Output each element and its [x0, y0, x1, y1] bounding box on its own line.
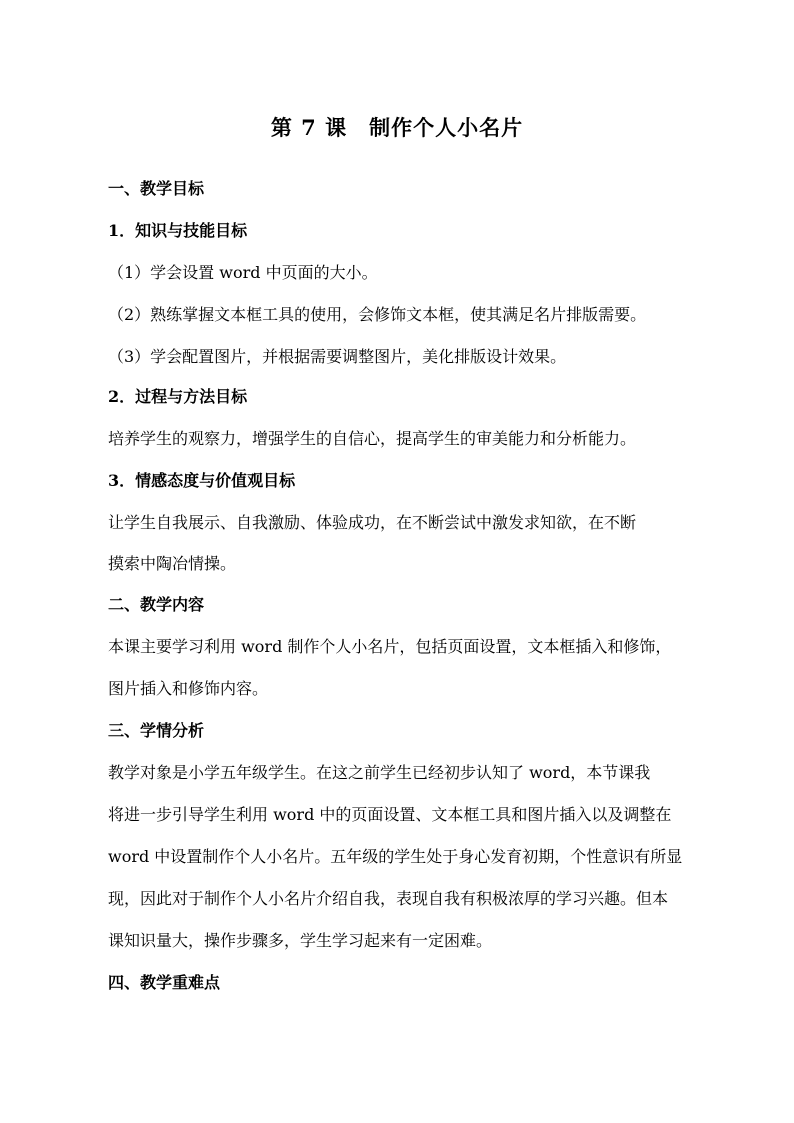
learner-analysis-line-4: 现，因此对于制作个人小名片介绍自我，表现自我有积极浓厚的学习兴趣。但本	[108, 889, 669, 908]
learner-analysis-line-2: 将进一步引导学生利用 word 中的页面设置、文本框工具和图片插入以及调整在	[108, 805, 672, 824]
section-heading-learner-analysis: 三、学情分析	[108, 721, 205, 740]
emotion-values-line-2: 摸索中陶冶情操。	[108, 554, 237, 573]
goal-item-2: （2）熟练掌握文本框工具的使用，会修饰文本框，使其满足名片排版需要。	[108, 305, 647, 324]
process-methods-text: 培养学生的观察力，增强学生的自信心，提高学生的审美能力和分析能力。	[108, 429, 637, 448]
section-heading-teaching-content: 二、教学内容	[108, 595, 205, 614]
section-heading-key-difficulties: 四、教学重难点	[108, 973, 221, 992]
page-title: 第 7 课 制作个人小名片	[270, 115, 524, 140]
goal-item-1: （1）学会设置 word 中页面的大小。	[108, 263, 378, 282]
subheading-emotion-values: 3．情感态度与价值观目标	[108, 471, 296, 490]
subheading-knowledge-skills: 1．知识与技能目标	[108, 221, 248, 240]
teaching-content-line-2: 图片插入和修饰内容。	[108, 679, 269, 698]
teaching-content-line-1: 本课主要学习利用 word 制作个人小名片，包括页面设置，文本框插入和修饰，	[108, 637, 672, 656]
goal-item-3: （3）学会配置图片，并根据需要调整图片，美化排版设计效果。	[108, 347, 567, 366]
learner-analysis-line-5: 课知识量大，操作步骤多，学生学习起来有一定困难。	[108, 931, 493, 950]
emotion-values-line-1: 让学生自我展示、自我激励、体验成功，在不断尝试中激发求知欲，在不断	[108, 513, 637, 532]
learner-analysis-line-3: word 中设置制作个人小名片。五年级的学生处于身心发育初期，个性意识有所显	[108, 847, 683, 866]
learner-analysis-line-1: 教学对象是小学五年级学生。在这之前学生已经初步认知了 word，本节课我	[108, 763, 651, 782]
subheading-process-methods: 2．过程与方法目标	[108, 387, 248, 406]
section-heading-teaching-goals: 一、教学目标	[108, 179, 205, 198]
